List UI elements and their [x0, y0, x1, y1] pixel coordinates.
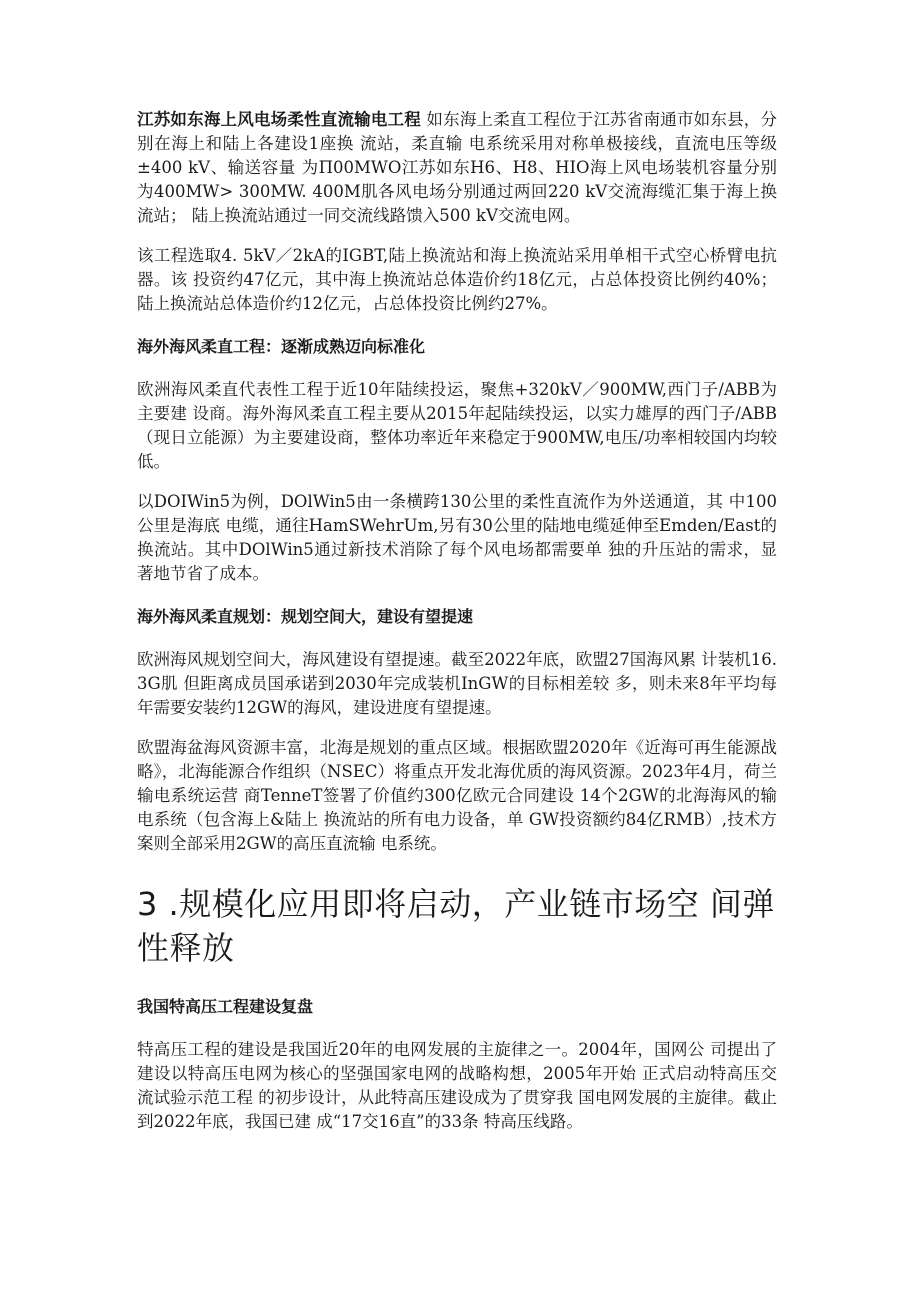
- rudong-project-title: 江苏如东海上风电场柔性直流输电工程: [137, 110, 421, 129]
- document-page: [137, 108, 777, 1134]
- overseas-planning-paragraph-2: 欧盟海盆海风资源丰富，北海是规划的重点区域。根据欧盟2020年《近海可再生能源战略》，北海能源合作组织（NSEC）将重点开发北海优质的海风资源。2023年4月，荷兰输电系统运营 商TenneT签署了价值约300亿欧元合同建设 14个2GW的北海海风的输电系统（包含海上&陆上 换流站的所有电力设备，单 GW投资额约84亿RMB）,技术方案则全部采用2GW的高压直流输 电系统。: [137, 738, 777, 853]
- uhv-review-heading: 我国特高压工程建设复盘: [137, 997, 314, 1016]
- rudong-project-text: 如东海上柔直工程位于江苏省南通市如东县，分别在海上和陆上各建设1座换 流站，柔直输 电系统采用对称单极接线，直流电压等级±400 kV、输送容量 为Π00MWO江苏如东H6、H8、HIO海上风电场装机容量分别为400MW> 300MW. 400M肌各风电场分别通过两回220 kV交流海缆汇集于海上换流站； 陆上换流站通过一同交流线路馈入500 kV交流电网。: [137, 110, 777, 225]
- overseas-engineering-paragraph-2: 以DOIWin5为例，DOlWin5由一条横跨130公里的柔性直流作为外送通道，其 中100公里是海底 电缆，通往HamSWehrUm,另有30公里的陆地电缆延伸至Emden/East的换流站。其中DOlWin5通过新技术消除了每个风电场都需要单 独的升压站的需求，显著地节省了成本。: [137, 492, 777, 583]
- overseas-planning-paragraph-1: 欧洲海风规划空间大，海风建设有望提速。截至2022年底，欧盟27国海风累 计装机16. 3G肌 但距离成员国承诺到2030年完成装机InGW的目标相差较 多，则未来8年平均每年需要安装约12GW的海风，建设进度有望提速。: [137, 650, 777, 717]
- uhv-review-paragraph: 特高压工程的建设是我国近20年的电网发展的主旋律之一。2004年，国网公 司提出了建设以特高压电网为核心的坚强国家电网的战略构想，2005年开始 正式启动特高压交流试验示范工程 的初步设计，从此特高压建设成为了贯穿我 国电网发展的主旋律。截止到2022年底，我国已建 成“17交16直”的33条 特高压线路。: [137, 1040, 777, 1131]
- overseas-engineering-heading: 海外海风柔直工程：逐渐成熟迈向标准化: [137, 337, 426, 356]
- chapter-3-heading: 3 .规模化应用即将启动，产业链市场空 间弹性释放: [137, 885, 775, 967]
- rudong-project-paragraph: [137, 108, 777, 228]
- rudong-cost-paragraph: 该工程选取4. 5kV／2kA的IGBT,陆上换流站和海上换流站采用单相干式空心桥臂电抗器。该 投资约47亿元，其中海上换流站总体造价约18亿元，占总体投资比例约40%；陆上换流站总体造价约12亿元，占总体投资比例约27%。: [137, 246, 777, 313]
- overseas-planning-heading: 海外海风柔直规划：规划空间大，建设有望提速: [137, 607, 474, 626]
- overseas-engineering-paragraph-1: 欧洲海风柔直代表性工程于近10年陆续投运，聚焦+320kV／900MW,西门子/ABB为主要建 设商。海外海风柔直工程主要从2015年起陆续投运，以实力雄厚的西门子/ABB （现日立能源）为主要建设商，整体功率近年来稳定于900MW,电压/功率相较国内均较低。: [137, 380, 777, 471]
